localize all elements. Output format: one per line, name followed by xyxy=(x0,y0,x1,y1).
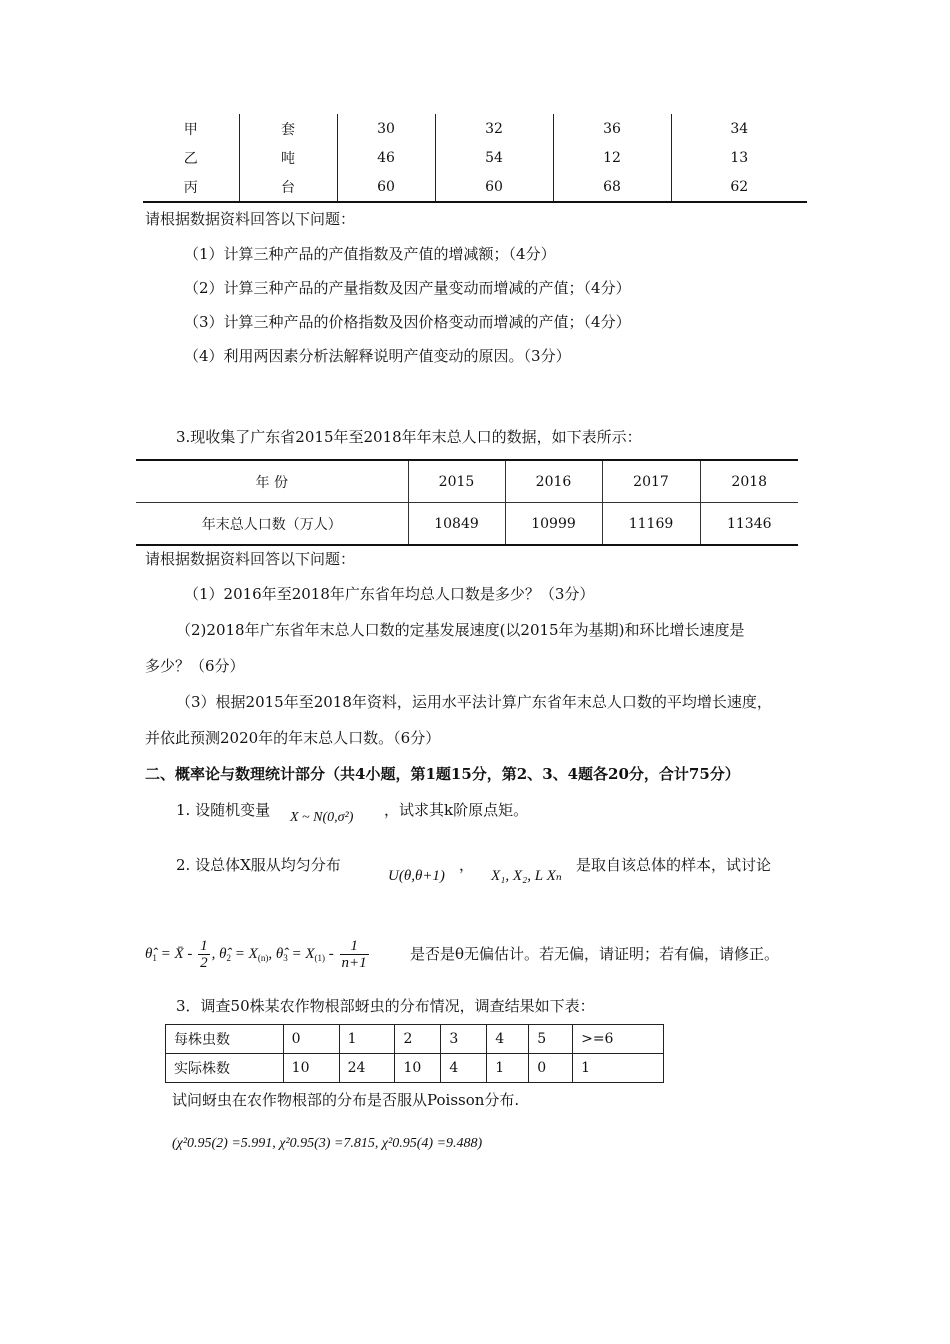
p3-question: 试问蚜虫在农作物根部的分布是否服从Poisson分布. xyxy=(172,1091,520,1109)
table-cell: 1 xyxy=(487,1054,529,1083)
header-cell: 3 xyxy=(441,1025,487,1054)
p2-suffix: 是取自该总体的样本，试讨论 xyxy=(576,856,772,874)
table-cell: 年末总人口数（万人） xyxy=(201,516,342,533)
table-cell: 乙 xyxy=(183,150,198,167)
table-cell: 丙 xyxy=(143,172,239,202)
header-cell: 0 xyxy=(283,1025,339,1054)
header-cell: 2016 xyxy=(505,460,602,503)
p1-math: X ~ N(0,σ²) xyxy=(290,810,354,825)
p2-prefix: 2. 设总体X服从均匀分布 xyxy=(176,856,341,874)
q3-item-3b: 并依此预测2020年的年末总人口数。（6分） xyxy=(145,729,441,747)
table-cell: 46 xyxy=(337,143,435,172)
table-cell: 68 xyxy=(553,172,671,202)
table-cell: 台 xyxy=(239,172,337,202)
table-cell: 32 xyxy=(435,114,553,143)
q3-item-2b: 多少？（6分） xyxy=(145,657,245,675)
table-cell: 实际株数 xyxy=(166,1054,284,1083)
q2-intro: 请根据数据资料回答以下问题： xyxy=(145,210,356,228)
q2-item-2: （2）计算三种产品的产量指数及因产量变动而增减的产值；（4分） xyxy=(184,279,631,297)
table-row xyxy=(143,143,807,172)
header-cell: 每株虫数 xyxy=(166,1025,284,1054)
table-cell: 1 xyxy=(573,1054,664,1083)
header-cell: 5 xyxy=(529,1025,573,1054)
table-cell: 54 xyxy=(435,143,553,172)
table-header-row xyxy=(136,460,798,503)
table-cell: 12 xyxy=(553,143,671,172)
aphid-table xyxy=(165,1024,664,1083)
q3-item-3a: （3）根据2015年至2018年资料，运用水平法计算广东省年末总人口数的平均增长速度， xyxy=(176,693,772,711)
table-cell: 11169 xyxy=(602,503,700,546)
table-cell: 60 xyxy=(435,172,553,202)
table-cell: 10999 xyxy=(505,503,602,546)
p2-dist: U(θ,θ+1) xyxy=(388,868,445,884)
table-cell: 套 xyxy=(239,114,337,143)
header-cell: 4 xyxy=(487,1025,529,1054)
table-header-row xyxy=(166,1025,664,1054)
chi-square-values: (χ²0.95(2) =5.991, χ²0.95(3) =7.815, χ²0.95(4) =9.488) xyxy=(172,1136,483,1151)
header-cell: >=6 xyxy=(573,1025,664,1054)
estimators-formula: $\thetâ_1$ = X̄ - $\frac{1}{2}$ , $\thetâ_2 = X_{(n)}$, $\thetâ_3 = X_{(1)}$ - $\frac{1}{n+1}$ xyxy=(145,938,367,972)
table-row xyxy=(143,172,807,202)
header-cell: 2 xyxy=(395,1025,441,1054)
table-cell: 60 xyxy=(337,172,435,202)
header-cell: 2015 xyxy=(408,460,505,503)
table-cell: 0 xyxy=(529,1054,573,1083)
table-cell: 10 xyxy=(395,1054,441,1083)
population-table xyxy=(136,459,798,546)
q2-item-1: （1）计算三种产品的产值指数及产值的增减额；（4分） xyxy=(184,245,556,263)
header-cell: 年 份 xyxy=(136,460,408,503)
header-cell: 2017 xyxy=(602,460,700,503)
table-cell: 11346 xyxy=(700,503,798,546)
table-cell: 甲 xyxy=(183,121,198,138)
table-cell: 13 xyxy=(671,143,807,172)
table-cell: 4 xyxy=(441,1054,487,1083)
table-row xyxy=(143,114,807,143)
table-cell: 30 xyxy=(337,114,435,143)
p3-title: 3．调查50株某农作物根部蚜虫的分布情况，调查结果如下表： xyxy=(176,997,595,1015)
section2-heading: 二、概率论与数理统计部分（共4小题，第1题15分，第2、3、4题各20分，合计75分） xyxy=(145,765,740,783)
q2-item-4: （4）利用两因素分析法解释说明产值变动的原因。（3分） xyxy=(184,347,571,365)
table-cell: 10 xyxy=(283,1054,339,1083)
table-row xyxy=(136,503,798,546)
p1-suffix: ，试求其k阶原点矩。 xyxy=(384,801,529,819)
table-cell: 62 xyxy=(671,172,807,202)
q3-intro: 请根据数据资料回答以下问题： xyxy=(145,550,356,568)
p2-comma: ， xyxy=(459,856,475,874)
p1-prefix: 1. 设随机变量 xyxy=(176,801,271,819)
table-cell: 10849 xyxy=(408,503,505,546)
q3-item-1: （1）2016年至2018年广东省年均总人口数是多少？（3分） xyxy=(184,585,595,603)
header-cell: 2018 xyxy=(700,460,798,503)
q3-item-2a: （2)2018年广东省年末总人口数的定基发展速度(以2015年为基期)和环比增长速度是 xyxy=(176,621,745,639)
table-cell: 吨 xyxy=(239,143,337,172)
table-cell: 36 xyxy=(553,114,671,143)
table-cell: 24 xyxy=(339,1054,395,1083)
p2-sample: X₁, X₂, L Xₙ xyxy=(491,868,562,884)
q3-title: 3.现收集了广东省2015年至2018年年末总人口的数据，如下表所示： xyxy=(176,428,642,446)
header-cell: 1 xyxy=(339,1025,395,1054)
product-table xyxy=(143,114,807,203)
table-row xyxy=(166,1054,664,1083)
p2-line2: 是否是θ无偏估计。若无偏，请证明；若有偏，请修正。 xyxy=(410,945,780,963)
q2-item-3: （3）计算三种产品的价格指数及因价格变动而增减的产值；（4分） xyxy=(184,313,631,331)
table-cell: 34 xyxy=(671,114,807,143)
